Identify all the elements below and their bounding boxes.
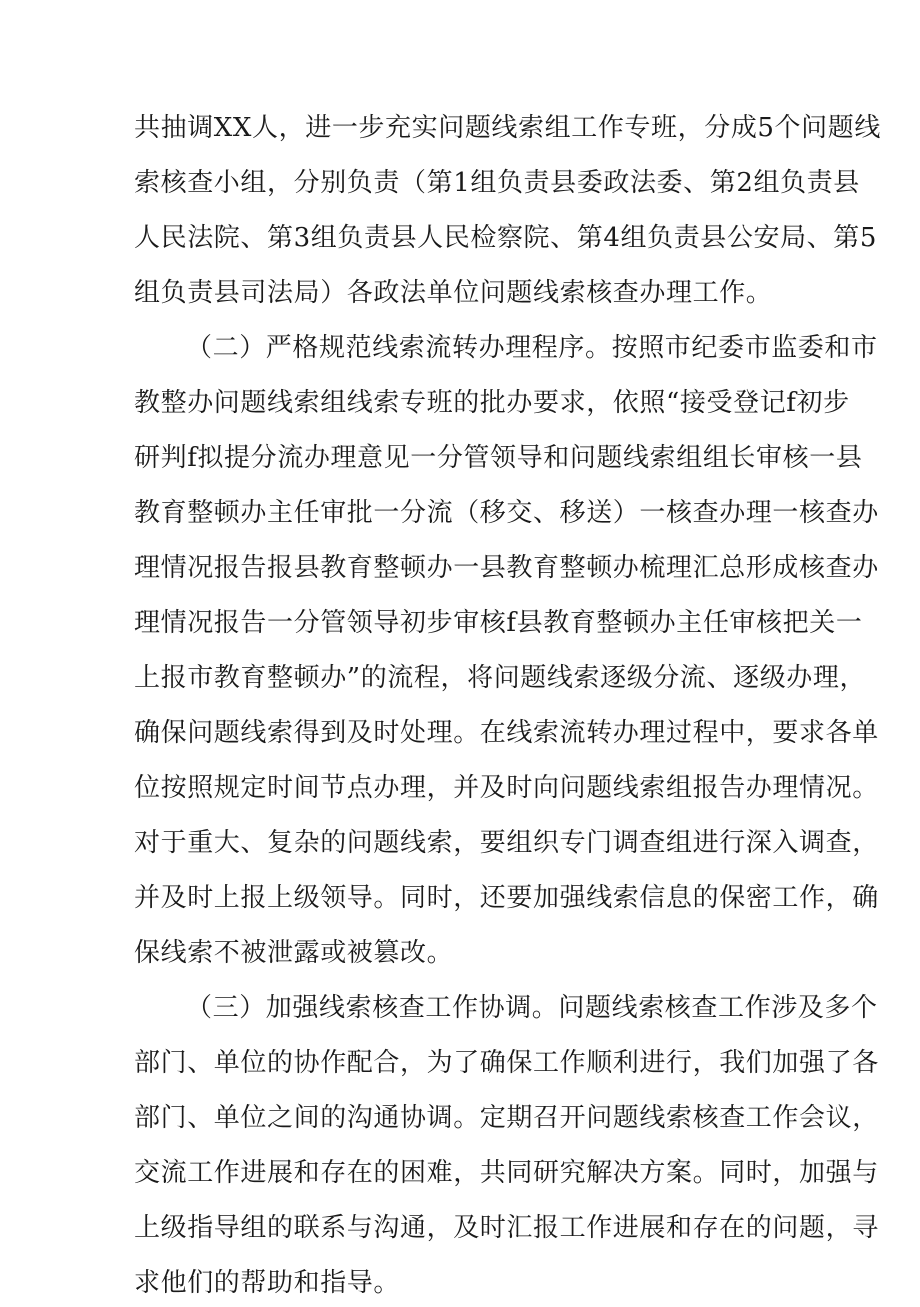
text-line: 理情况报告报县教育整顿办一县教育整顿办梳理汇总形成核查办: [134, 553, 879, 583]
text-line: 索核查小组，分别负责（第1组负责县委政法委、第2组负责县: [134, 168, 860, 198]
text-line: 上级指导组的联系与沟通，及时汇报工作进展和存在的问题，寻: [134, 1213, 879, 1243]
text-line: 交流工作进展和存在的困难，共同研究解决方案。同时，加强与: [134, 1158, 879, 1188]
text-line: 确保问题线索得到及时处理。在线索流转办理过程中，要求各单: [134, 718, 879, 748]
text-line: 理情况报告一分管领导初步审核f县教育整顿办主任审核把关一: [134, 608, 863, 638]
text-line: 并及时上报上级领导。同时，还要加强线索信息的保密工作，确: [134, 883, 879, 913]
text-line: 位按照规定时间节点办理，并及时向问题线索组报告办理情况。: [134, 773, 879, 803]
text-line: 教育整顿办主任审批一分流（移交、移送）一核查办理一核查办: [134, 498, 879, 528]
text-line: 研判f拟提分流办理意见一分管领导和问题线索组组长审核一县: [134, 443, 863, 473]
text-line: 教整办问题线索组线索专班的批办要求，依照“接受登记f初步: [134, 388, 850, 418]
text-line: 部门、单位之间的沟通协调。定期召开问题线索核查工作会议，: [134, 1103, 879, 1133]
text-line: 求他们的帮助和指导。: [134, 1268, 401, 1298]
paragraph-heading-line: （三）加强线索核查工作协调。问题线索核查工作涉及多个: [186, 993, 878, 1023]
text-line: 部门、单位的协作配合，为了确保工作顺利进行，我们加强了各: [134, 1048, 879, 1078]
text-line: 对于重大、复杂的问题线索，要组织专门调查组进行深入调查，: [134, 828, 879, 858]
text-line: 保线索不被泄露或被篡改。: [134, 938, 454, 968]
text-line: 人民法院、第3组负责县人民检察院、第4组负责县公安局、第5: [134, 223, 878, 253]
text-line: 上报市教育整顿办”的流程，将问题线索逐级分流、逐级办理，: [134, 663, 867, 693]
text-line: 共抽调XX人，进一步充实问题线索组工作专班，分成5个问题线: [134, 113, 881, 143]
text-line: 组负责县司法局）各政法单位问题线索核查办理工作。: [134, 278, 773, 308]
paragraph-heading-line: （二）严格规范线索流转办理程序。按照市纪委市监委和市: [186, 333, 878, 363]
